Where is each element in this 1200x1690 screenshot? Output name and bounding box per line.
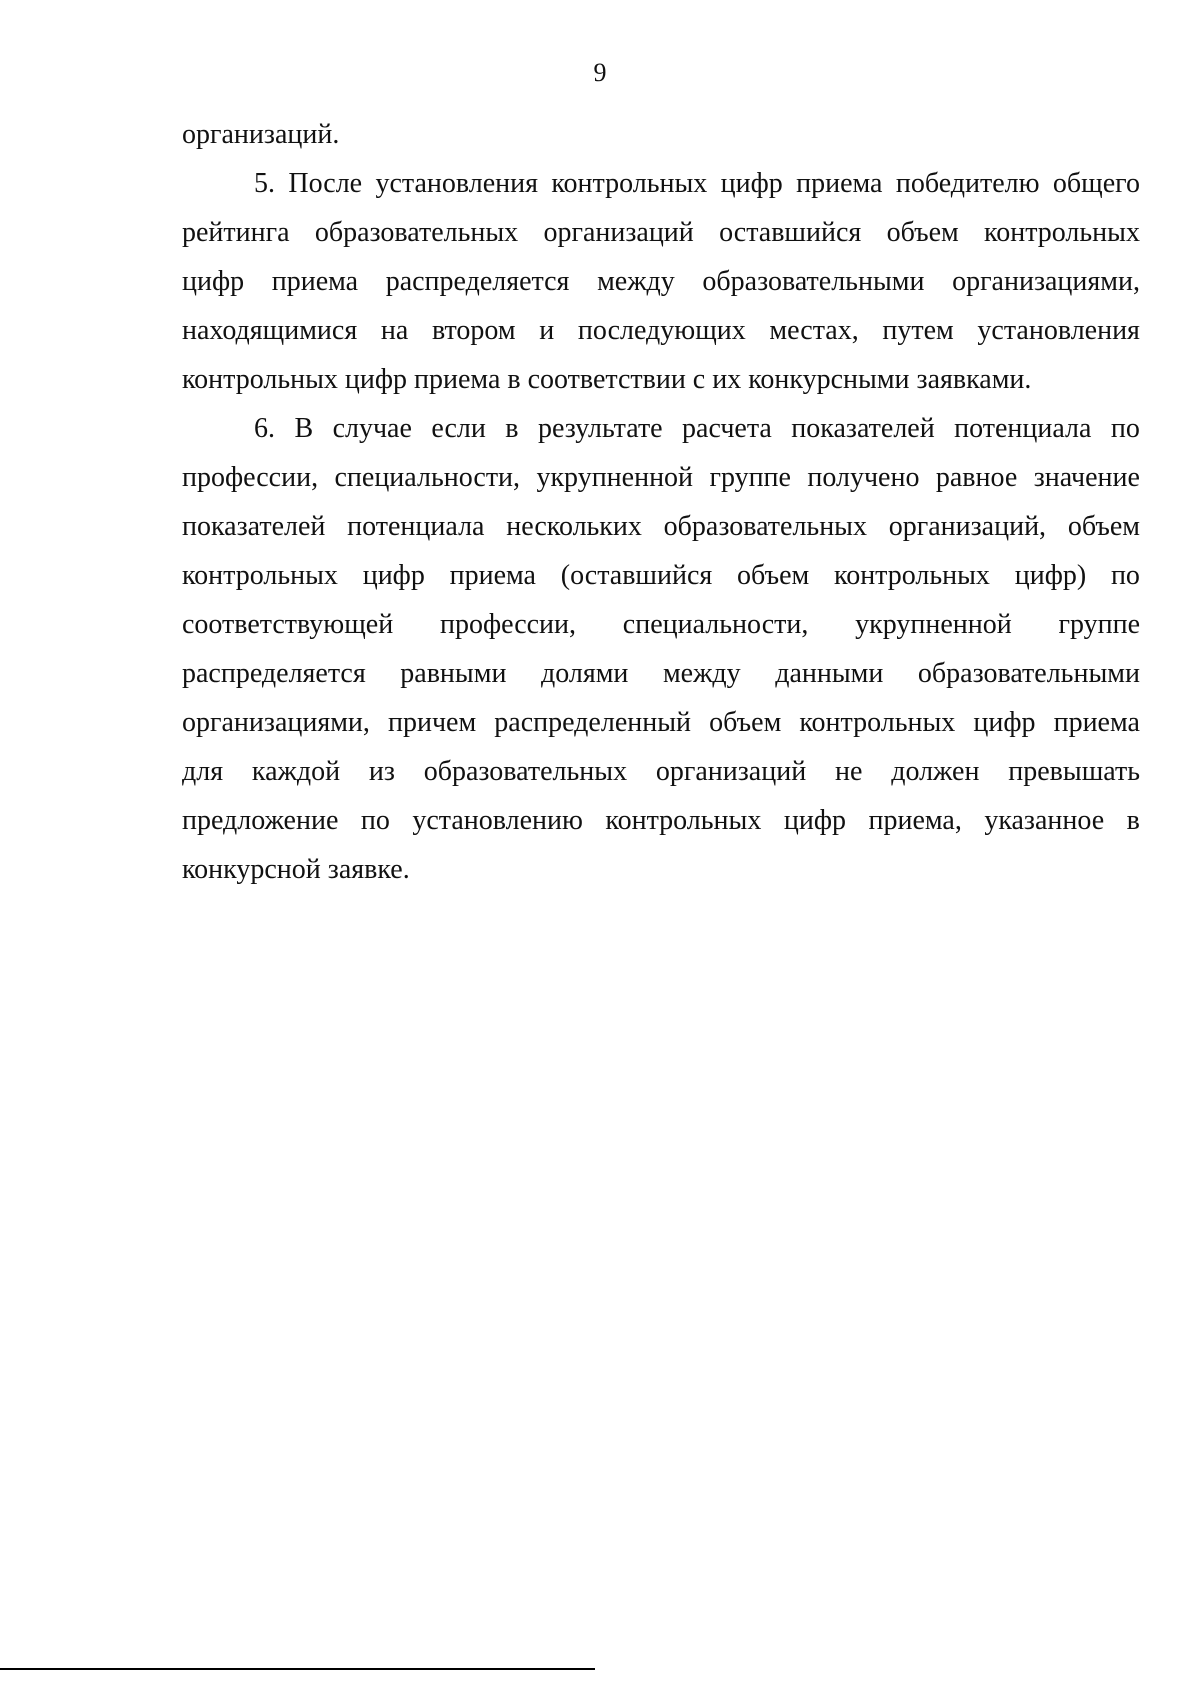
word: долями [540, 658, 629, 689]
word: общего [1052, 168, 1140, 199]
word: организаций [543, 217, 694, 248]
text-line [182, 649, 1140, 698]
word: образовательных [663, 511, 867, 542]
word: цифр [973, 707, 1036, 738]
word: рейтинга [182, 217, 290, 248]
text-line [182, 600, 1140, 649]
text-line [182, 551, 1140, 600]
word: установления [375, 168, 538, 199]
word: организациями, [182, 707, 370, 738]
document-body [182, 110, 1140, 894]
word: цифр [720, 168, 783, 199]
text-line [182, 306, 1140, 355]
text-line [182, 208, 1140, 257]
text-line: контрольных цифр приема в соответствии с их конкурсными заявками. [182, 364, 1032, 395]
word: контрольных [182, 560, 338, 591]
word: контрольных [551, 168, 708, 199]
word: укрупненной [536, 462, 694, 493]
word: путем [882, 315, 954, 346]
word: распределяется [182, 658, 366, 689]
word: по [1110, 413, 1140, 444]
word: указанное [984, 805, 1105, 836]
word: находящимися [182, 315, 358, 346]
word: группе [1058, 609, 1140, 640]
word: между [662, 658, 741, 689]
word: получено [807, 462, 920, 493]
word: на [380, 315, 409, 346]
word: оставшийся [719, 217, 862, 248]
word: между [597, 266, 675, 297]
paragraph-5 [182, 159, 1140, 404]
text-line: конкурсной заявке. [182, 854, 410, 885]
word: если [431, 413, 486, 444]
word: образовательными [702, 266, 925, 297]
word: приема [449, 560, 536, 591]
word: данными [775, 658, 884, 689]
word: объем [737, 560, 810, 591]
word: должен [891, 756, 980, 787]
word: контрольных [605, 805, 762, 836]
word: равными [400, 658, 507, 689]
word: в [505, 413, 519, 444]
word: После [288, 168, 363, 199]
word: приема [1053, 707, 1140, 738]
word: показателей [182, 511, 326, 542]
word: в [1126, 805, 1140, 836]
text-line: организаций. [182, 119, 340, 150]
word: соответствующей [182, 609, 394, 640]
word: цифр [362, 560, 425, 591]
word: контрольных [799, 707, 956, 738]
word: значение [1033, 462, 1140, 493]
word: организаций [655, 756, 807, 787]
word: для [182, 756, 224, 787]
word: объем [1067, 511, 1140, 542]
text-line [182, 747, 1140, 796]
word: и [539, 315, 555, 346]
paragraph-6 [182, 404, 1140, 894]
word: 6. [254, 413, 275, 444]
word: последующих [577, 315, 746, 346]
word: из [368, 756, 395, 787]
word: цифр) [1014, 560, 1087, 591]
word: случае [332, 413, 412, 444]
word: контрольных [984, 217, 1140, 248]
word: приема, [868, 805, 962, 836]
word: каждой [251, 756, 341, 787]
word: показателей [791, 413, 935, 444]
word: укрупненной [855, 609, 1012, 640]
word: нескольких [506, 511, 642, 542]
text-line [182, 404, 1140, 453]
word: образовательными [917, 658, 1140, 689]
word: не [834, 756, 863, 787]
word: образовательных [423, 756, 628, 787]
word: причем [388, 707, 477, 738]
word: приема [271, 266, 359, 297]
word: цифр [182, 266, 245, 297]
word: В [294, 413, 314, 444]
word: распределенный [494, 707, 692, 738]
word: по [360, 805, 390, 836]
word: предложение [182, 805, 339, 836]
word: специальности, [334, 462, 521, 493]
text-line [182, 502, 1140, 551]
word: контрольных [834, 560, 990, 591]
word: установления [977, 315, 1140, 346]
word: 5. [254, 168, 275, 199]
word: потенциала [347, 511, 485, 542]
word: организациями, [952, 266, 1140, 297]
text-line [182, 796, 1140, 845]
word: распределяется [385, 266, 570, 297]
word: специальности, [622, 609, 809, 640]
word: объем [886, 217, 959, 248]
word: приема [796, 168, 883, 199]
text-line [182, 159, 1140, 208]
word: объем [709, 707, 782, 738]
word: профессии, [439, 609, 577, 640]
bottom-divider [0, 1668, 595, 1670]
word: местах, [769, 315, 859, 346]
word: победителю [895, 168, 1040, 199]
word: образовательных [314, 217, 519, 248]
word: цифр [783, 805, 846, 836]
word: по [1110, 560, 1140, 591]
word: установлению [412, 805, 583, 836]
word: втором [431, 315, 516, 346]
word: потенциала [954, 413, 1092, 444]
word: результате [537, 413, 663, 444]
word: группе [709, 462, 791, 493]
text-line [182, 453, 1140, 502]
text-line [182, 257, 1140, 306]
word: организаций, [888, 511, 1047, 542]
text-line [182, 698, 1140, 747]
continuation-line [182, 110, 1140, 159]
word: профессии, [182, 462, 319, 493]
word: превышать [1008, 756, 1140, 787]
word: расчета [682, 413, 772, 444]
word: (оставшийся [560, 560, 713, 591]
page-number: 9 [593, 58, 607, 87]
word: равное [935, 462, 1018, 493]
